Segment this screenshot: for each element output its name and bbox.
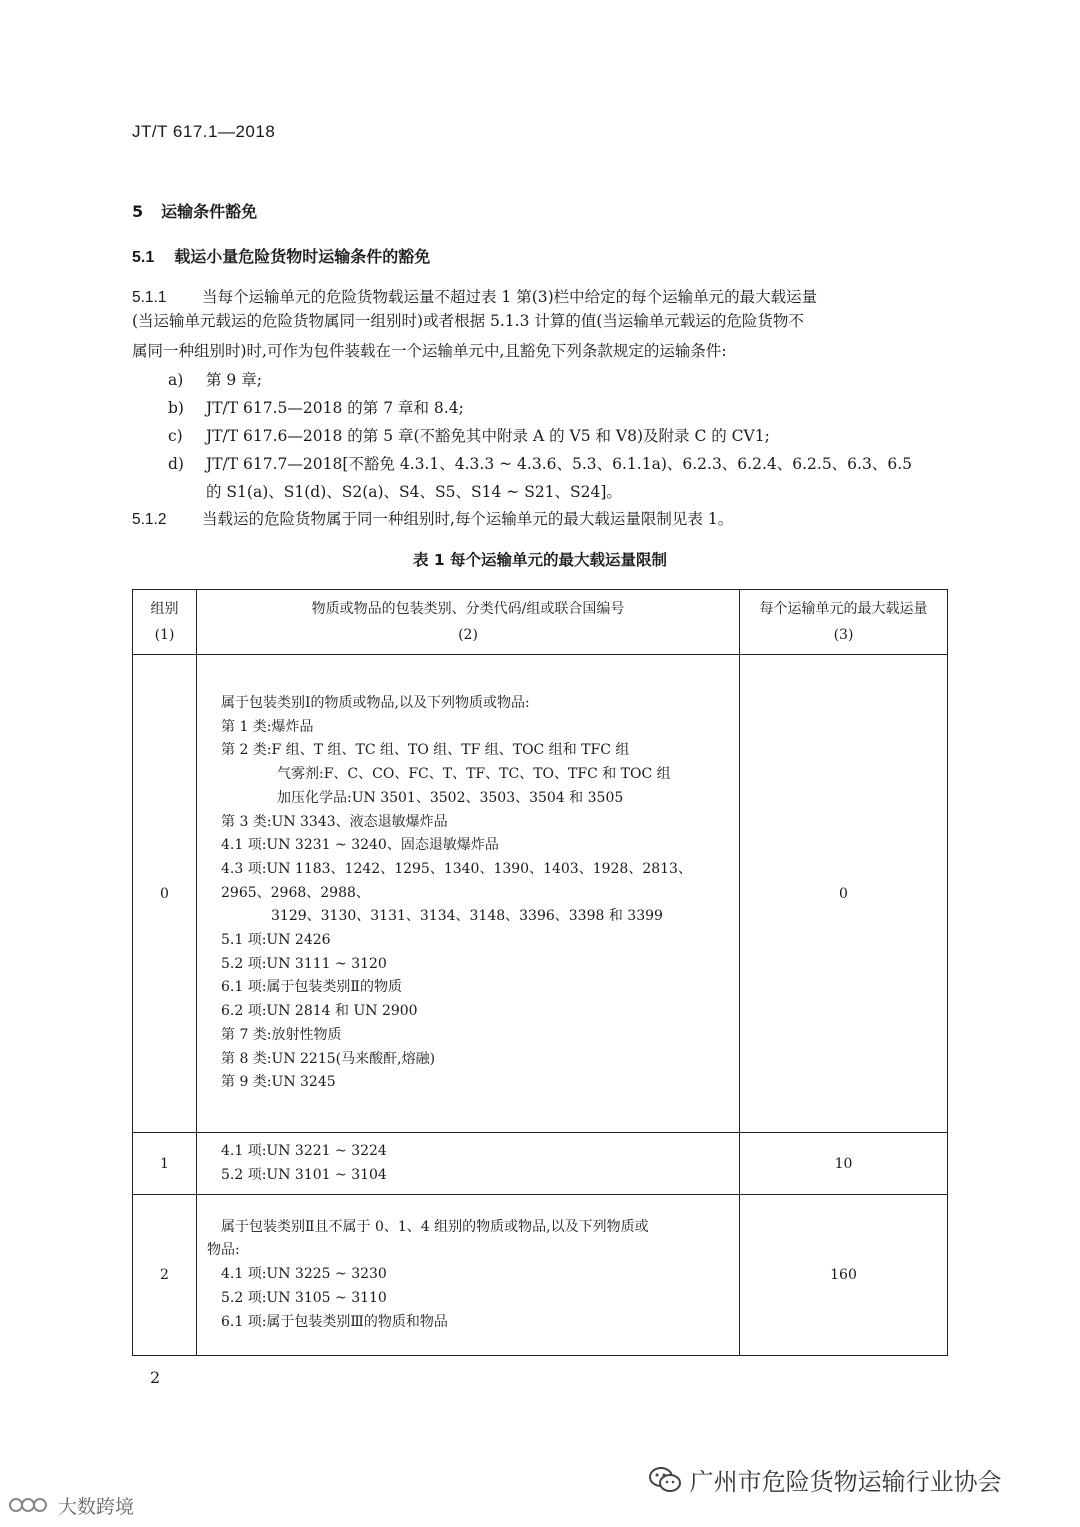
table-caption: 表 1 每个运输单元的最大载运量限制 [412, 551, 668, 569]
max-load-table [132, 589, 948, 1356]
section-5-heading [132, 199, 257, 222]
max-load-cell: 160 [740, 1195, 948, 1356]
association-watermark: 广州市危险货物运输行业协会 [648, 1462, 1002, 1500]
group-cell: 1 [133, 1133, 197, 1195]
header-substances: 物质或物品的包装类别、分类代码/组或联合国编号 (2) [197, 590, 740, 655]
header-max-load: 每个运输单元的最大载运量 (3) [740, 590, 948, 655]
standard-code: JT/T 617.1—2018 [132, 122, 276, 141]
max-load-cell: 10 [740, 1133, 948, 1195]
section-number: 5.1 [132, 249, 155, 266]
max-load-cell: 0 [740, 655, 948, 1133]
section-title: 运输条件豁免 [161, 202, 258, 221]
list-item-a: a) 第 9 章; [168, 371, 262, 389]
list-item-d-continuation: 的 S1(a)、S1(d)、S2(a)、S4、S5、S14 ~ S21、S24]。 [206, 483, 622, 501]
list-item-d: d) JT/T 617.7—2018[不豁免 4.3.1、4.3.3 ~ 4.3.6、5.3、6.1.1a)、6.2.3、6.2.4、6.2.5、6.3、6.5 [168, 455, 912, 473]
clause-number: 5.1.1 [132, 289, 167, 306]
clause-5-1-1-line-3: 属同一种组别时)时,可作为包件装载在一个运输单元中,且豁免下列条款规定的运输条件: [132, 342, 727, 360]
wechat-icon [648, 1466, 682, 1500]
clause-number: 5.1.2 [132, 511, 167, 528]
section-title: 载运小量危险货物时运输条件的豁免 [174, 247, 431, 266]
substances-cell: 属于包装类别Ⅱ且不属于 0、1、4 组别的物质或物品,以及下列物质或 物品: 4.1 项:UN 3225 ~ 3230 5.2 项:UN 3105 ~ 3110 6.1 项:属于包装类别Ⅲ的物质和物品 [197, 1195, 740, 1356]
table-row [133, 1133, 948, 1195]
substances-cell: 4.1 项:UN 3221 ~ 3224 5.2 项:UN 3101 ~ 3104 [197, 1133, 740, 1195]
table-row [133, 1195, 948, 1356]
clause-5-1-1-line-2: (当运输单元载运的危险货物属同一组别时)或者根据 5.1.3 计算的值(当运输单元载运的危险货物不 [132, 312, 804, 330]
clause-5-1-1-line-1: 5.1.1 当每个运输单元的危险货物载运量不超过表 1 第(3)栏中给定的每个运输单元的最大载运量 [132, 285, 817, 310]
group-cell: 0 [133, 655, 197, 1133]
section-5-1-heading [132, 244, 430, 267]
list-item-c: c) JT/T 617.6—2018 的第 5 章(不豁免其中附录 A 的 V5 和 V8)及附录 C 的 CV1; [168, 427, 770, 445]
list-item-b: b) JT/T 617.5—2018 的第 7 章和 8.4; [168, 399, 464, 417]
substances-cell: 属于包装类别Ⅰ的物质或物品,以及下列物质或物品: 第 1 类:爆炸品 第 2 类:F 组、T 组、TC 组、TO 组、TF 组、TOC 组和 TFC 组 气雾剂:F、C、CO、FC、T、TF、TC、TO、TFC 和 TOC 组 加压化学品:UN 3501、3502、3503、3504 和 3505 第 3 类:UN 3343、液态退敏爆炸品 4.1 项:UN 3231 ~ 3240、固态退敏爆炸品 4.3 项:UN 1183、1242、1295、1340、1390、1403、1928、2813、2965、2968、2988、 3129、3130、3131、3134、3148、3396、3398 和 3399 5.1 项:UN 2426 5.2 项:UN 3111 ~ 3120 6.1 项:属于包装类别Ⅱ的物质 6.2 项:UN 2814 和 UN 2900 第 7 类:放射性物质 第 8 类:UN 2215(马来酸酐,熔融) 第 9 类:UN 3245 [197, 655, 740, 1133]
clause-5-1-2: 5.1.2 当载运的危险货物属于同一种组别时,每个运输单元的最大载运量限制见表 1。 [132, 507, 733, 532]
brand-watermark: 大数跨境 [8, 1492, 134, 1522]
group-cell: 2 [133, 1195, 197, 1356]
table-row [133, 655, 948, 1133]
table-header-row [133, 590, 948, 655]
section-number: 5 [132, 202, 144, 221]
brand-logo-icon [8, 1493, 52, 1522]
page-number: 2 [150, 1368, 161, 1387]
header-group: 组别 (1) [133, 590, 197, 655]
